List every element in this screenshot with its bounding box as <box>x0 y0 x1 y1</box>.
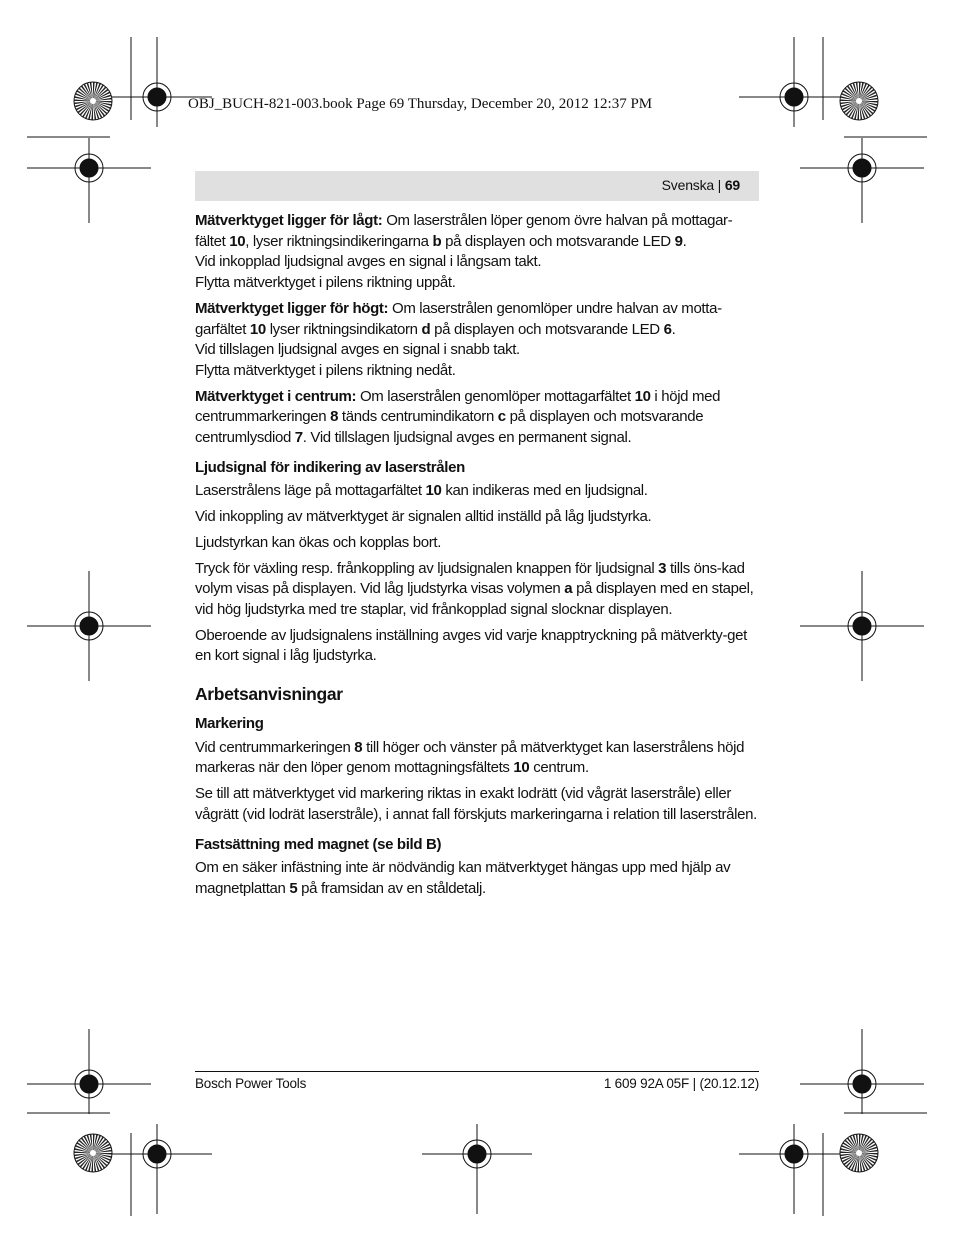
text: på displayen och motsvarande centrumlysdiod <box>195 408 704 447</box>
text: centrum. <box>529 759 589 777</box>
footer-docnumber: 1 609 92A 05F | (20.12.12) <box>603 1076 759 1091</box>
text: Om laserstrålen löper genom övre halvan på mottagar-fältet <box>195 212 733 250</box>
ref-number: 6 <box>663 320 672 338</box>
footer-brand: Bosch Power Tools <box>195 1076 307 1091</box>
lead-low: Mätverktyget ligger för lågt: <box>195 212 383 229</box>
crosshair-mark-icon <box>27 571 151 681</box>
paragraph-sound-1 <box>195 481 761 502</box>
text: Om en säker infästning inte är nödvändig kan mätverktyget hängas upp med hjälp av magnetplattan <box>195 859 731 897</box>
crosshair-mark-icon <box>800 138 924 223</box>
ref-number: 9 <box>674 232 683 250</box>
page-number: 69 <box>724 177 740 193</box>
paragraph-sound-4 <box>195 559 761 621</box>
print-info-line: OBJ_BUCH-821-003.book Page 69 Thursday, December 20, 2012 12:37 PM <box>188 96 653 112</box>
text: Flytta mätverktyget i pilens riktning nedåt. <box>195 361 456 379</box>
heading-work: Arbetsanvisningar <box>195 684 343 705</box>
ref-number: 3 <box>658 559 667 577</box>
text: . <box>682 232 687 250</box>
header-language: Svenska <box>661 177 714 193</box>
crosshair-mark-icon <box>27 1029 151 1114</box>
heading-sound: Ljudsignal för indikering av laserstrålen <box>195 458 465 476</box>
ref-letter: d <box>421 320 431 338</box>
registration-rosette-icon <box>840 82 878 120</box>
ref-letter: a <box>564 580 573 598</box>
paragraph-center <box>195 387 761 449</box>
text: . Vid tillslagen ljudsignal avges en permanent signal. <box>302 429 632 447</box>
text: tänds centrumindikatorn <box>338 408 498 426</box>
crosshair-mark-icon <box>800 1029 924 1114</box>
registration-rosette-icon <box>74 82 112 120</box>
ref-number: 10 <box>513 759 530 777</box>
crosshair-mark-icon <box>739 1124 849 1214</box>
crosshair-mark-icon <box>800 571 924 681</box>
text: kan indikeras med en ljudsignal. <box>441 482 648 500</box>
crosshair-mark-icon <box>739 37 849 127</box>
text: tills öns-kad volym visas på displayen. Vid låg ljudstyrka visas volymen <box>195 559 745 598</box>
main-content <box>195 211 761 905</box>
ref-number: 10 <box>425 482 442 500</box>
ref-number: 5 <box>289 879 298 897</box>
ref-number: 10 <box>249 320 266 338</box>
crosshair-mark-icon <box>102 37 212 127</box>
text: Vid inkopplad ljudsignal avges en signal i långsam takt. <box>195 253 542 271</box>
text: på displayen med en stapel, vid hög ljudstyrka med tre staplar, vid frånkopplad signal slocknar displayen. <box>195 580 754 618</box>
lead-center: Mätverktyget i centrum: <box>195 387 357 405</box>
text: lyser riktningsindikatorn <box>265 320 422 338</box>
text: Om laserstrålen genomlöper mottagarfältet <box>356 387 635 405</box>
ref-letter: b <box>432 232 442 250</box>
text: Vid centrummarkeringen <box>195 738 355 756</box>
registration-rosette-icon <box>840 1134 878 1172</box>
text: Vid tillslagen ljudsignal avges en signal i snabb takt. <box>195 341 520 359</box>
crosshair-mark-icon <box>422 1124 532 1214</box>
paragraph-low <box>195 211 761 294</box>
text: till höger och vänster på mätverktyget kan laserstrålens höjd markeras när den löper genom mottagningsfältets <box>195 738 745 777</box>
ref-number: 8 <box>330 408 339 426</box>
text: Flytta mätverktyget i pilens riktning uppåt. <box>195 274 456 292</box>
paragraph-magnet-1 <box>195 858 761 899</box>
paragraph-marking-1 <box>195 738 761 779</box>
text: Laserstrålens läge på mottagarfältet <box>195 482 426 500</box>
registration-rosette-icon <box>74 1134 112 1172</box>
text: på framsidan av en ståldetalj. <box>297 879 486 897</box>
header-separator: | <box>717 177 722 193</box>
ref-number: 7 <box>294 429 303 447</box>
header-text <box>662 177 740 193</box>
paragraph-sound-5: Oberoende av ljudsignalens inställning avges vid varje knapptryckning på mätverkty-get en kort signal i låg ljudstyrka. <box>195 626 747 665</box>
ref-letter: c <box>497 408 506 426</box>
crosshair-mark-icon <box>102 1124 212 1214</box>
paragraph-sound-3: Ljudstyrkan kan ökas och kopplas bort. <box>195 533 442 551</box>
text: , lyser riktningsindikeringarna <box>245 232 433 250</box>
page-header <box>195 171 759 201</box>
heading-marking: Markering <box>195 715 264 733</box>
text: Om laserstrålen genomlöper undre halvan av motta-garfältet <box>195 299 722 338</box>
paragraph-marking-2: Se till att mätverktyget vid markering riktas in exakt lodrätt (vid vågrät laserstråle) eller vågrätt (vid lodrät laserstråle), i annat fall förskjuts markeringarna i relation till laserstrålen. <box>195 785 757 823</box>
text: . <box>671 320 676 338</box>
heading-magnet: Fastsättning med magnet (se bild B) <box>195 835 442 853</box>
ref-number: 10 <box>229 232 246 250</box>
text: på displayen och motsvarande LED <box>441 232 675 250</box>
ref-number: 8 <box>354 738 363 756</box>
crosshair-mark-icon <box>27 138 151 223</box>
ref-number: 10 <box>634 387 651 405</box>
text: Tryck för växling resp. frånkoppling av ljudsignalen knappen för ljudsignal <box>195 559 659 577</box>
text: i höjd med centrummarkeringen <box>195 387 721 426</box>
paragraph-sound-2: Vid inkoppling av mätverktyget är signalen alltid inställd på låg ljudstyrka. <box>195 508 652 526</box>
paragraph-high <box>195 299 761 382</box>
text: på displayen och motsvarande LED <box>430 320 664 338</box>
lead-high: Mätverktyget ligger för högt: <box>195 299 389 317</box>
footer-rule <box>195 1071 759 1072</box>
